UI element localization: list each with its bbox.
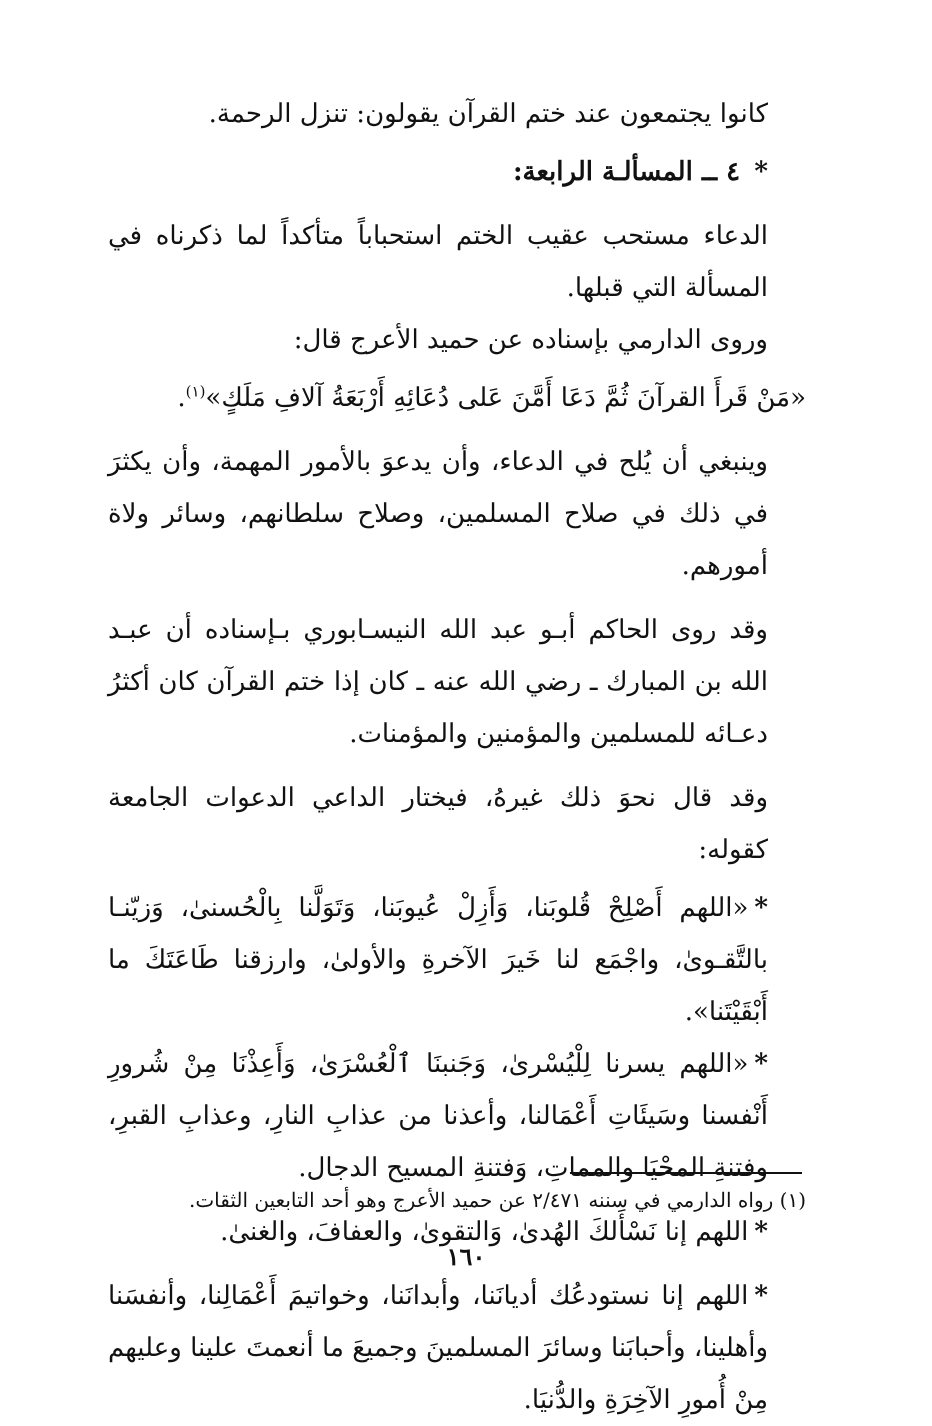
paragraph-1: كانوا يجتمعون عند ختم القرآن يقولون: تنزل الرحمة.: [208, 99, 768, 129]
dua-2: [108, 1038, 806, 1194]
dua-2-text: «اللهم يسرنا لِلْيُسْرىٰ، وَجَنبنَا ٱلْعُسْرَىٰ، وَأَعِذْنَا مِنْ شُرورِ أَنْفسنا وسَيئَاتِ أَعْمَالنا، وأعذنا من عذابِ النارِ، وعذابِ القبرِ، وفتنةِ المحْيَا والمماتِ، وَفتنةِ المسيح الدجال.: [108, 1049, 768, 1183]
paragraph-4-hadith: [108, 372, 806, 424]
dua-1: [108, 882, 806, 1038]
dua-2-star: *: [754, 1049, 768, 1079]
dua-3-text: اللهم إنا نَسْأَلكَ الهُدىٰ، وَالتقوىٰ، والعفافَ، والغنىٰ.: [220, 1217, 749, 1247]
page-body: [108, 88, 806, 1426]
hadith-text: «مَنْ قَرأَ القرآنَ ثُمَّ دَعَا أَمَّنَ عَلى دُعَائِهِ أَرْبَعَةُ آلافِ مَلَكٍ»: [205, 383, 806, 413]
heading-text: ٤ ــ المسألـة الرابعة:: [512, 157, 741, 187]
paragraph-7: وقد قال نحوَ ذلك غيرهُ، فيختار الداعي الدعوات الجامعة كقوله:: [108, 783, 768, 865]
dua-1-text: «اللهم أَصْلِحْ قُلوبَنا، وَأَزِلْ عُيوبَنا، وَتَوَلَّنا بِالْحُسنىٰ، وَزيّنـا بالتَّقـوىٰ، واجْمَع لنا خَيرَ الآخرةِ والأولىٰ، وارزقنا طَاعَتَكَ ما أَبْقَيْتَنا».: [108, 893, 768, 1027]
footnote-reference: (١): [185, 382, 206, 401]
dua-3-star: *: [754, 1217, 768, 1247]
paragraph-6: وقد روى الحاكم أبـو عبد الله النيسـابوري بـإسناده أن عبـد الله بن المبارك ـ رضي الله عنه ـ كان إذا ختم القرآن كان أكثرُ دعـائه للمسلمين والمؤمنين والمؤمنات.: [108, 615, 768, 749]
dua-4-text: اللهم إنا نستودعُك أديانَنا، وأبدانَنا، وخواتيمَ أَعْمَالِنا، وأنفسَنا وأهلينا، وأحبابَنا وسائرَ المسلمينَ وجميعَ ما أنعمتَ علينا وعليهم مِنْ أُمورِ الآخِرَةِ والدُّنيَا.: [108, 1281, 768, 1415]
footnote: (١) رواه الدارمي في سننه ٢/٤٧١ عن حميد الأعرج وهو أحد التابعين الثقات.: [188, 1188, 806, 1212]
dua-1-star: *: [754, 893, 768, 923]
heading-star: *: [754, 157, 768, 187]
dua-4-star: *: [754, 1281, 768, 1311]
section-heading: [108, 146, 806, 198]
page-number: ١٦٠: [446, 1242, 486, 1271]
paragraph-2: الدعاء مستحب عقيب الختم استحباباً متأكداً لما ذكرناه في المسألة التي قبلها.: [108, 221, 768, 303]
footnote-separator: [570, 1172, 802, 1174]
paragraph-3: وروى الدارمي بإسناده عن حميد الأعرج قال:: [293, 325, 768, 355]
dua-4: [108, 1270, 806, 1426]
paragraph-5: وينبغي أن يُلح في الدعاء، وأن يدعوَ بالأمور المهمة، وأن يكثرَ في ذلك في صلاح المسلمين، وصلاح سلطانهم، وسائر ولاة أمورهم.: [108, 447, 768, 581]
hadith-end: .: [177, 383, 186, 413]
